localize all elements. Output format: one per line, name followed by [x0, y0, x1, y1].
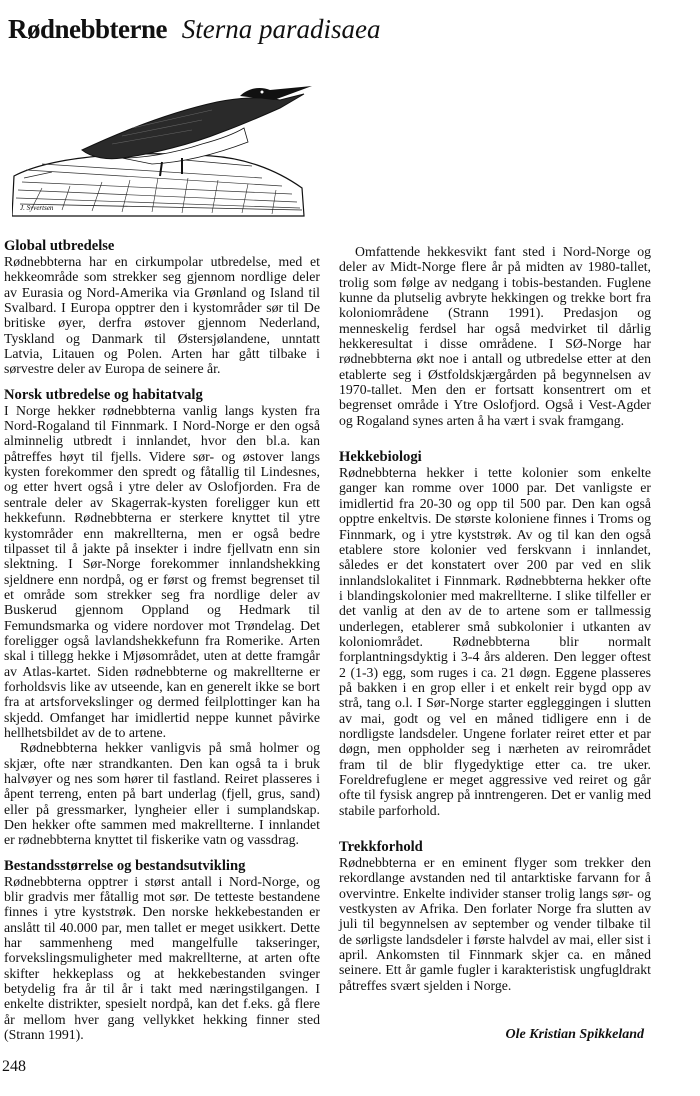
left-column — [4, 238, 320, 1043]
author-name: Ole Kristian Spikkeland — [505, 1027, 644, 1042]
paragraph-bestand-1: Rødnebbterna opptrer i størst antall i Nord-Norge, og blir gradvis mer fåtallig mot sør. De tetteste bestandene finnes i ytre kyststrøk. Den norske hekkebestanden er anslått til 40.000 par, men tallet er meget usikkert. Dette har sammenheng med mangelfulle takseringer, forvekslingsmuligheter med makrellterne, at arten ofte skifter hekkeplass og at hekkebestanden svinger betydelig fra år til år i takt med næringstilgangen. I enkelte distrikter, spesielt nordpå, kan det f.eks. gå flere år mellom hver gang vellykket hekking finner sted (Strann 1991). — [4, 873, 320, 1043]
paragraph-trekk: Rødnebbterna er en eminent flyger som trekker den rekordlange avstanden ned til antarktiske farvann for å overvintre. Enkelte individer stanser trolig langs sør- og vestkysten av Afrika. Den forlater Norge fra slutten av juli til begynnelsen av september og vender tilbake til de sørligste landsdeler i første halvdel av mai, eller sist i april. Ankomsten til Finnmark skjer ca. en måned seinere. Ett år gamle fugler i karakteristisk ungfugldrakt påtreffes svært sjelden i Norge. — [339, 855, 651, 993]
section-heading-hekke: Hekkebiologi — [339, 449, 422, 466]
section-heading-bestand: Bestandsstørrelse og bestandsutvikling — [4, 857, 246, 874]
paragraph-norsk-2: Rødnebbterna hekker vanligvis på små holmer og skjær, ofte nær strandkanten. Den kan også ta i bruk halvøyer og nes som hører til fastland. Reiret plasseres i åpent terreng, enten på bart underlag (fjell, grus, sand) eller på gressmarker, lyngheier eller i sumplandskap. Den hekker ofte sammen med makrellterne. I innlandet er rødnebbterna knyttet til fiskerike vatn og vassdrag. — [4, 740, 320, 848]
species-common-name: Rødnebbterne — [8, 14, 168, 44]
paragraph-global: Rødnebbterna har en cirkumpolar utbredelse, med et hekkeområde som strekker seg gjennom nordlige deler av Eurasia og Nord-Amerika via Grønland og Island til Svalbard. I Europa opptrer den i kystområder sør til De britiske øyer, derfra østover gjennom Nederland, Tyskland og Danmark til Østersjølandene, unntatt Latvia, Litauen og Polen. Arten har gått tilbake i sørvestre deler av Europa de seinere år. — [4, 254, 320, 377]
artist-signature: J. Syvertsen — [20, 204, 54, 212]
tern-illustration — [12, 58, 312, 218]
section-heading-trekk: Trekkforhold — [339, 839, 423, 856]
right-column — [339, 244, 651, 993]
species-latin-name: Sterna paradisaea — [181, 14, 381, 44]
paragraph-norsk-1: I Norge hekker rødnebbterna vanlig langs kysten fra Nord-Rogaland til Finnmark. I Nord-Norge er den også alminnelig utbredt i innlandet, hvor den bl.a. kan påtreffes høyt til fjells. Videre sør- og østover langs kysten forekommer den spredt og fåtallig til Lindesnes, og etter hvert også i ytre deler av Oslofjorden. Fra de sentrale deler av Skagerrak-kysten foreligger kun ett hekkefunn. Rødnebbterna er sterkere knyttet til ytre kystområder enn makrellterna, men er også bedre tilpasset til å jakte på insekter i indre fjellvatn enn sin slektning. I Sør-Norge forekommer innlandshekking sjeldnere enn nordpå, og er først og fremst begrenset til et område som strekker seg fra nordlige deler av Buskerud gjennom Oppland og Hedmark til Femundsmarka og videre nordover mot Trøndelag. Det foreligger også lavlandshekkefunn fra Romerike. Arten skal i tillegg hekke i Mjøsområdet, uten at dette framgår av Atlas-kartet. Siden rødnebbterne og makrellterne er forholdsvis like av utseende, kan en generelt ikke se bort fra at artsforvekslinger og dermed feilplottinger kan ha skjedd. Omfanget har imidlertid neppe kunnet påvirke hellhetsbildet av de to artene. — [4, 402, 320, 740]
paragraph-hekke: Rødnebbterna hekker i tette kolonier som enkelte ganger kan romme over 1000 par. Det vanligste er imidlertid fra 20-30 og opp til 500 par. Den kan også opptre enkeltvis. De største koloniene finnes i Troms og Finnmark, og i ytre kyststrøk. Av og til kan den også etablere store kolonier ved ferskvann i innlandet, således er det konstatert over 200 par ved en slik innlandslokalitet i Finnmark. Rødnebbterna hekker ofte i blandingskolonier med makrellterne. I slike tilfeller er det vanlig at den av de to artene som er tallmessig underlegen, etablerer små subkolonier i utkanten av koloniområdet. Rødnebbterna blir normalt forplantningsdyktig i 3-4 års alderen. Den legger oftest 2 (1-3) egg, som ruges i ca. 21 døgn. Eggene plasseres på bakken i en grop eller i et enkelt reir bygd opp av strå, tang o.l. I Sør-Norge starter eggleggingen i slutten av mai, godt og vel en måned tidligere enn i de nordligste landsdeler. Ungene forlater reiret etter et par døgn, men oppholder seg i nærheten av reirområdet fram til de blir flygedyktige etter ca. tre uker. Foreldrefuglene er meget aggressive ved reiret og går ofte til fysisk angrep på inntrengeren. Det er vanlig med stabile parforhold. — [339, 465, 651, 818]
paragraph-bestand-2: Omfattende hekkesvikt fant sted i Nord-Norge og deler av Midt-Norge flere år på midten av 1980-tallet, trolig som følge av nedgang i tobis-bestanden. Fuglene kunne da plutselig avbryte hekkingen og trekke bort fra koloniområdene (Strann 1991). Predasjon og menneskelig ferdsel har også medvirket til dårlig hekkeresultat i disse områdene. I SØ-Norge har rødnebbterna økt noe i antall og utbredelse etter at den etablerte seg i Østfoldskjærgården på begynnelsen av 1970-tallet. Men den er fortsatt konsentrert om et begrenset område i Ytre Oslofjord. Også i Vest-Agder og Rogaland synes arten å ha vært i svak framgang. — [339, 244, 651, 428]
section-heading-global: Global utbredelse — [4, 238, 115, 254]
page-number: 248 — [2, 1058, 26, 1075]
section-heading-norsk: Norsk utbredelse og habitatvalg — [4, 386, 203, 403]
page-title — [8, 14, 381, 45]
